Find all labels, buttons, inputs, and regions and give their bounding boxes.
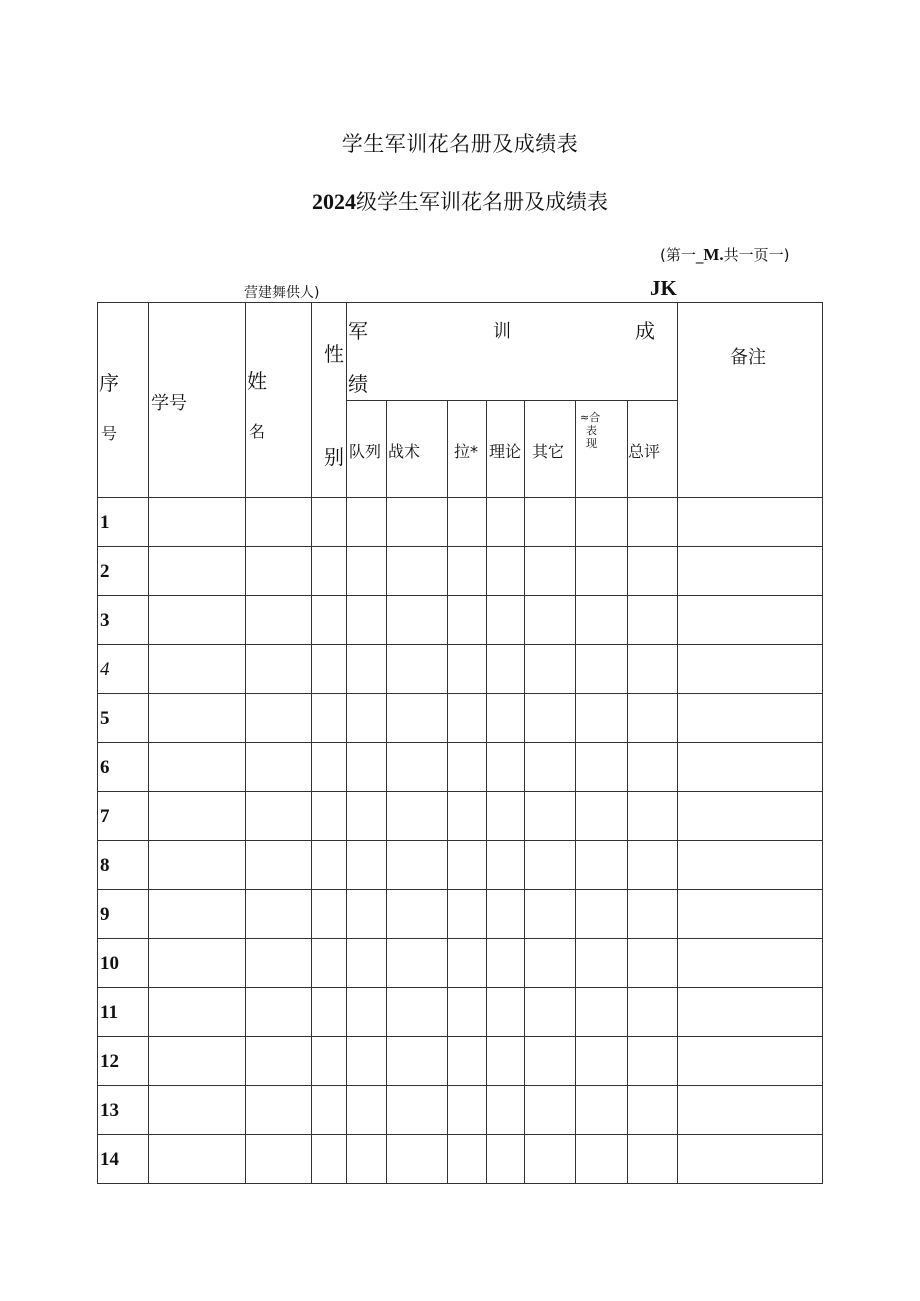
empty-cell [246, 547, 312, 596]
empty-cell [387, 939, 448, 988]
empty-cell [246, 694, 312, 743]
empty-cell [576, 1135, 628, 1184]
empty-cell [525, 694, 576, 743]
empty-cell [678, 743, 823, 792]
row-number: 9 [100, 904, 110, 925]
empty-cell [448, 498, 487, 547]
empty-cell [487, 1037, 525, 1086]
empty-cell [149, 1037, 246, 1086]
empty-cell [487, 596, 525, 645]
empty-cell [312, 694, 347, 743]
empty-cell [387, 890, 448, 939]
empty-cell [312, 792, 347, 841]
empty-cell [628, 547, 678, 596]
empty-cell [525, 792, 576, 841]
empty-cell [149, 890, 246, 939]
empty-cell [387, 645, 448, 694]
empty-cell [448, 1135, 487, 1184]
empty-cell [576, 1037, 628, 1086]
empty-cell [448, 645, 487, 694]
row-number-cell [98, 694, 149, 743]
empty-cell [525, 1135, 576, 1184]
empty-cell [246, 1037, 312, 1086]
empty-cell [149, 596, 246, 645]
header-seq-top: 序 [99, 371, 119, 395]
empty-cell [487, 498, 525, 547]
empty-cell [448, 890, 487, 939]
page-info [660, 244, 790, 265]
empty-cell [312, 547, 347, 596]
row-number-cell [98, 743, 149, 792]
header-drill: 队列 [347, 401, 387, 498]
empty-cell [448, 939, 487, 988]
empty-cell [576, 645, 628, 694]
empty-cell [312, 890, 347, 939]
empty-cell [312, 988, 347, 1037]
empty-cell [246, 1135, 312, 1184]
row-number: 2 [100, 561, 110, 582]
empty-cell [246, 596, 312, 645]
header-name [246, 303, 312, 498]
empty-cell [448, 1086, 487, 1135]
empty-cell [678, 547, 823, 596]
empty-cell [487, 1135, 525, 1184]
empty-cell [448, 743, 487, 792]
empty-cell [312, 841, 347, 890]
table-row [98, 498, 823, 547]
row-number: 5 [100, 708, 110, 729]
empty-cell [246, 645, 312, 694]
empty-cell [576, 596, 628, 645]
page-info-bold: M. [703, 245, 724, 264]
empty-cell [525, 1037, 576, 1086]
empty-cell [628, 1135, 678, 1184]
empty-cell [576, 1086, 628, 1135]
header-student-id: 学号 [149, 303, 246, 498]
header-gender-top: 性 [324, 342, 344, 366]
row-number-cell [98, 1037, 149, 1086]
empty-cell [525, 743, 576, 792]
empty-cell [628, 792, 678, 841]
empty-cell [678, 694, 823, 743]
empty-cell [448, 1037, 487, 1086]
table-row [98, 988, 823, 1037]
empty-cell [525, 890, 576, 939]
empty-cell [387, 694, 448, 743]
empty-cell [312, 1037, 347, 1086]
empty-cell [487, 1086, 525, 1135]
empty-cell [448, 694, 487, 743]
empty-cell [312, 1135, 347, 1184]
empty-cell [347, 1086, 387, 1135]
empty-cell [576, 743, 628, 792]
table-row [98, 743, 823, 792]
row-number: 8 [100, 855, 110, 876]
row-number: 1 [100, 512, 110, 533]
empty-cell [448, 547, 487, 596]
header-theory: 理论 [487, 401, 525, 498]
document-subtitle [0, 186, 920, 216]
empty-cell [487, 792, 525, 841]
page-info-prefix: (第一_ [660, 246, 704, 264]
row-number: 10 [100, 953, 119, 974]
empty-cell [678, 988, 823, 1037]
empty-cell [448, 988, 487, 1037]
empty-cell [576, 988, 628, 1037]
empty-cell [387, 498, 448, 547]
empty-cell [628, 988, 678, 1037]
table-row [98, 841, 823, 890]
row-number-cell [98, 841, 149, 890]
table-row [98, 1037, 823, 1086]
empty-cell [576, 694, 628, 743]
empty-cell [628, 596, 678, 645]
empty-cell [246, 939, 312, 988]
empty-cell [576, 939, 628, 988]
roster-table [97, 302, 823, 1184]
empty-cell [347, 890, 387, 939]
empty-cell [387, 792, 448, 841]
header-seq [98, 303, 149, 498]
empty-cell [678, 645, 823, 694]
header-composite [576, 401, 628, 498]
subtitle-text: 级学生军训花名册及成绩表 [356, 190, 608, 214]
empty-cell [448, 792, 487, 841]
empty-cell [576, 792, 628, 841]
header-gender-bottom: 别 [324, 445, 344, 469]
empty-cell [487, 841, 525, 890]
table-row [98, 1086, 823, 1135]
empty-cell [387, 1086, 448, 1135]
row-number-cell [98, 1135, 149, 1184]
empty-cell [312, 1086, 347, 1135]
empty-cell [149, 792, 246, 841]
subtitle-year: 2024 [312, 189, 356, 214]
empty-cell [487, 743, 525, 792]
header-name-top: 姓 [247, 369, 267, 393]
empty-cell [387, 547, 448, 596]
empty-cell [246, 841, 312, 890]
row-number-cell [98, 988, 149, 1037]
empty-cell [347, 1135, 387, 1184]
row-number: 12 [100, 1051, 119, 1072]
empty-cell [149, 498, 246, 547]
header-seq-bottom: 号 [101, 424, 118, 443]
empty-cell [387, 988, 448, 1037]
row-number: 7 [100, 806, 110, 827]
empty-cell [678, 939, 823, 988]
empty-cell [246, 498, 312, 547]
empty-cell [628, 694, 678, 743]
empty-cell [678, 841, 823, 890]
empty-cell [678, 596, 823, 645]
empty-cell [149, 1086, 246, 1135]
empty-cell [387, 596, 448, 645]
corner-mark: JK [650, 276, 677, 300]
empty-cell [246, 1086, 312, 1135]
empty-cell [576, 841, 628, 890]
empty-cell [347, 988, 387, 1037]
empty-cell [678, 792, 823, 841]
row-number-cell [98, 547, 149, 596]
empty-cell [312, 498, 347, 547]
document-title: 学生军训花名册及成绩表 [341, 132, 579, 156]
header-overall: 总评 [628, 401, 678, 498]
empty-cell [448, 841, 487, 890]
header-other: 其它 [525, 401, 576, 498]
empty-cell [576, 498, 628, 547]
empty-cell [347, 498, 387, 547]
header-composite-text: ≈合 表 现 [580, 411, 601, 450]
header-la: 拉* [448, 401, 487, 498]
table-row [98, 645, 823, 694]
table-row [98, 939, 823, 988]
empty-cell [387, 1135, 448, 1184]
empty-cell [312, 596, 347, 645]
empty-cell [347, 743, 387, 792]
empty-cell [678, 890, 823, 939]
header-name-bottom: 名 [249, 422, 266, 441]
row-number-cell [98, 792, 149, 841]
row-number-cell [98, 1086, 149, 1135]
empty-cell [487, 547, 525, 596]
header-scores: 军 训 成 绩 [347, 303, 678, 401]
row-number-cell [98, 939, 149, 988]
empty-cell [246, 988, 312, 1037]
empty-cell [149, 694, 246, 743]
empty-cell [347, 792, 387, 841]
empty-cell [448, 596, 487, 645]
empty-cell [628, 841, 678, 890]
page-info-suffix: 共一页一) [723, 246, 790, 264]
empty-cell [628, 743, 678, 792]
header-remarks: 备注 [678, 303, 823, 498]
row-number: 14 [100, 1149, 119, 1170]
row-number-cell [98, 645, 149, 694]
empty-cell [246, 792, 312, 841]
empty-cell [149, 547, 246, 596]
row-number: 3 [100, 610, 110, 631]
empty-cell [149, 743, 246, 792]
empty-cell [576, 547, 628, 596]
table-row [98, 694, 823, 743]
row-number: 11 [100, 1002, 118, 1023]
row-number: 6 [100, 757, 110, 778]
empty-cell [678, 1037, 823, 1086]
empty-cell [347, 694, 387, 743]
empty-cell [149, 841, 246, 890]
empty-cell [525, 1086, 576, 1135]
empty-cell [387, 1037, 448, 1086]
row-number-cell [98, 498, 149, 547]
row-number: 13 [100, 1100, 119, 1121]
empty-cell [149, 988, 246, 1037]
empty-cell [246, 890, 312, 939]
row-number: 4 [100, 659, 110, 680]
empty-cell [525, 596, 576, 645]
table-row [98, 547, 823, 596]
empty-cell [149, 645, 246, 694]
empty-cell [347, 547, 387, 596]
empty-cell [387, 743, 448, 792]
empty-cell [525, 841, 576, 890]
empty-cell [347, 596, 387, 645]
empty-cell [387, 841, 448, 890]
table-row [98, 1135, 823, 1184]
empty-cell [246, 743, 312, 792]
empty-cell [628, 1086, 678, 1135]
empty-cell [149, 1135, 246, 1184]
empty-cell [628, 645, 678, 694]
header-gender [312, 303, 347, 498]
empty-cell [347, 939, 387, 988]
empty-cell [628, 939, 678, 988]
table-row [98, 596, 823, 645]
empty-cell [678, 1086, 823, 1135]
empty-cell [678, 1135, 823, 1184]
empty-cell [312, 645, 347, 694]
header-tactics: 战术 [387, 401, 448, 498]
empty-cell [149, 939, 246, 988]
empty-cell [487, 939, 525, 988]
empty-cell [312, 939, 347, 988]
empty-cell [628, 498, 678, 547]
empty-cell [487, 694, 525, 743]
row-number-cell [98, 890, 149, 939]
empty-cell [678, 498, 823, 547]
empty-cell [576, 890, 628, 939]
empty-cell [487, 890, 525, 939]
empty-cell [347, 1037, 387, 1086]
empty-cell [628, 1037, 678, 1086]
table-row [98, 890, 823, 939]
empty-cell [487, 988, 525, 1037]
empty-cell [525, 939, 576, 988]
table-row [98, 792, 823, 841]
empty-cell [525, 645, 576, 694]
row-number-cell [98, 596, 149, 645]
empty-cell [312, 743, 347, 792]
unit-label: 营建舞供人) [244, 285, 320, 301]
empty-cell [628, 890, 678, 939]
empty-cell [525, 547, 576, 596]
empty-cell [525, 498, 576, 547]
empty-cell [525, 988, 576, 1037]
empty-cell [487, 645, 525, 694]
empty-cell [347, 841, 387, 890]
empty-cell [347, 645, 387, 694]
